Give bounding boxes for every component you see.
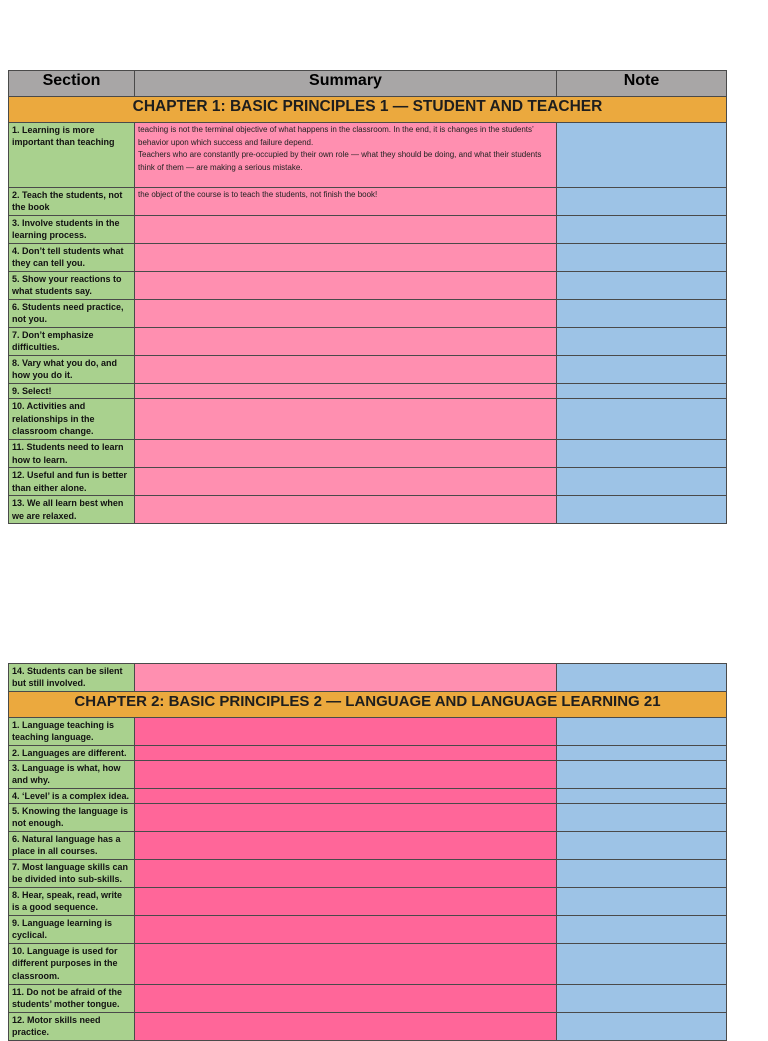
chapter-title-row bbox=[9, 97, 727, 123]
section-cell: 12. Motor skills need practice. bbox=[9, 1013, 135, 1041]
table-row bbox=[9, 944, 727, 985]
table-row bbox=[9, 328, 727, 356]
section-cell: 9. Select! bbox=[9, 384, 135, 399]
note-cell[interactable] bbox=[557, 244, 727, 272]
note-cell[interactable] bbox=[557, 860, 727, 888]
table-row bbox=[9, 717, 727, 745]
note-cell[interactable] bbox=[557, 745, 727, 760]
section-cell: 3. Involve students in the learning process. bbox=[9, 216, 135, 244]
note-cell[interactable] bbox=[557, 916, 727, 944]
summary-cell[interactable] bbox=[135, 272, 557, 300]
table-row bbox=[9, 356, 727, 384]
table-row bbox=[9, 123, 727, 188]
table-row bbox=[9, 384, 727, 399]
table-row bbox=[9, 745, 727, 760]
section-cell: 2. Languages are different. bbox=[9, 745, 135, 760]
note-cell[interactable] bbox=[557, 328, 727, 356]
summary-cell[interactable] bbox=[135, 760, 557, 788]
note-cell[interactable] bbox=[557, 123, 727, 188]
header-row bbox=[9, 71, 727, 97]
section-column-header: Section bbox=[9, 71, 135, 97]
note-cell[interactable] bbox=[557, 664, 727, 692]
chapter2-table bbox=[8, 663, 727, 1041]
summary-cell[interactable] bbox=[135, 328, 557, 356]
note-cell[interactable] bbox=[557, 399, 727, 440]
summary-cell[interactable] bbox=[135, 356, 557, 384]
section-cell: 14. Students can be silent but still involved. bbox=[9, 664, 135, 692]
summary-cell[interactable] bbox=[135, 860, 557, 888]
table-row bbox=[9, 244, 727, 272]
table-row bbox=[9, 468, 727, 496]
note-cell[interactable] bbox=[557, 496, 727, 524]
note-cell[interactable] bbox=[557, 888, 727, 916]
section-cell: 8. Hear, speak, read, write is a good sequence. bbox=[9, 888, 135, 916]
table-row bbox=[9, 832, 727, 860]
summary-cell[interactable] bbox=[135, 440, 557, 468]
note-cell[interactable] bbox=[557, 717, 727, 745]
section-cell: 2. Teach the students, not the book bbox=[9, 188, 135, 216]
table-row bbox=[9, 188, 727, 216]
note-cell[interactable] bbox=[557, 440, 727, 468]
table-row bbox=[9, 399, 727, 440]
note-cell[interactable] bbox=[557, 832, 727, 860]
table-row bbox=[9, 1013, 727, 1041]
section-cell: 9. Language learning is cyclical. bbox=[9, 916, 135, 944]
note-cell[interactable] bbox=[557, 356, 727, 384]
summary-cell[interactable] bbox=[135, 888, 557, 916]
table-row bbox=[9, 888, 727, 916]
note-cell[interactable] bbox=[557, 985, 727, 1013]
note-cell[interactable] bbox=[557, 216, 727, 244]
note-cell[interactable] bbox=[557, 188, 727, 216]
summary-cell[interactable]: the object of the course is to teach the students, not finish the book! bbox=[135, 188, 557, 216]
note-cell[interactable] bbox=[557, 272, 727, 300]
section-cell: 12. Useful and fun is better than either alone. bbox=[9, 468, 135, 496]
table-row bbox=[9, 804, 727, 832]
table-row bbox=[9, 860, 727, 888]
note-cell[interactable] bbox=[557, 788, 727, 803]
section-cell: 6. Students need practice, not you. bbox=[9, 300, 135, 328]
note-cell[interactable] bbox=[557, 804, 727, 832]
summary-cell[interactable] bbox=[135, 832, 557, 860]
section-cell: 11. Do not be afraid of the students’ mother tongue. bbox=[9, 985, 135, 1013]
note-column-header: Note bbox=[557, 71, 727, 97]
note-cell[interactable] bbox=[557, 300, 727, 328]
summary-cell[interactable] bbox=[135, 468, 557, 496]
summary-cell[interactable] bbox=[135, 1013, 557, 1041]
summary-cell[interactable] bbox=[135, 985, 557, 1013]
summary-cell[interactable] bbox=[135, 384, 557, 399]
table-row bbox=[9, 216, 727, 244]
section-cell: 3. Language is what, how and why. bbox=[9, 760, 135, 788]
section-cell: 11. Students need to learn how to learn. bbox=[9, 440, 135, 468]
table-row bbox=[9, 496, 727, 524]
section-cell: 1. Language teaching is teaching language. bbox=[9, 717, 135, 745]
table-row bbox=[9, 664, 727, 692]
chapter1-table bbox=[8, 70, 727, 524]
section-cell: 13. We all learn best when we are relaxed. bbox=[9, 496, 135, 524]
note-cell[interactable] bbox=[557, 468, 727, 496]
note-cell[interactable] bbox=[557, 384, 727, 399]
section-cell: 7. Don’t emphasize difficulties. bbox=[9, 328, 135, 356]
summary-cell[interactable] bbox=[135, 496, 557, 524]
section-cell: 4. Don’t tell students what they can tell you. bbox=[9, 244, 135, 272]
section-cell: 4. ‘Level’ is a complex idea. bbox=[9, 788, 135, 803]
table-row bbox=[9, 788, 727, 803]
section-cell: 1. Learning is more important than teaching bbox=[9, 123, 135, 188]
note-cell[interactable] bbox=[557, 760, 727, 788]
summary-cell[interactable] bbox=[135, 216, 557, 244]
summary-cell[interactable] bbox=[135, 399, 557, 440]
section-cell: 5. Show your reactions to what students say. bbox=[9, 272, 135, 300]
note-cell[interactable] bbox=[557, 944, 727, 985]
section-cell: 8. Vary what you do, and how you do it. bbox=[9, 356, 135, 384]
section-cell: 7. Most language skills can be divided into sub-skills. bbox=[9, 860, 135, 888]
summary-cell[interactable] bbox=[135, 717, 557, 745]
chapter2-title: CHAPTER 2: BASIC PRINCIPLES 2 — LANGUAGE AND LANGUAGE LEARNING 21 bbox=[9, 691, 727, 717]
section-cell: 5. Knowing the language is not enough. bbox=[9, 804, 135, 832]
summary-cell[interactable] bbox=[135, 916, 557, 944]
summary-cell[interactable] bbox=[135, 745, 557, 760]
summary-cell[interactable] bbox=[135, 788, 557, 803]
summary-cell[interactable] bbox=[135, 244, 557, 272]
summary-cell[interactable] bbox=[135, 944, 557, 985]
table-row bbox=[9, 916, 727, 944]
summary-cell[interactable] bbox=[135, 804, 557, 832]
summary-cell[interactable] bbox=[135, 300, 557, 328]
section-cell: 10. Activities and relationships in the classroom change. bbox=[9, 399, 135, 440]
chapter1-title: CHAPTER 1: BASIC PRINCIPLES 1 — STUDENT AND TEACHER bbox=[9, 97, 727, 123]
table-row bbox=[9, 300, 727, 328]
note-cell[interactable] bbox=[557, 1013, 727, 1041]
chapter-title-row bbox=[9, 691, 727, 717]
table-row bbox=[9, 440, 727, 468]
table-row bbox=[9, 760, 727, 788]
summary-cell[interactable]: teaching is not the terminal objective of what happens in the classroom. In the end, it is changes in the students’ behavior upon which success and failure depend. Teachers who are constantly pre-occupied by their own role — what they should be doing, and what their students think of them — are making a serious mistake. bbox=[135, 123, 557, 188]
table-row bbox=[9, 272, 727, 300]
table-row bbox=[9, 985, 727, 1013]
section-cell: 10. Language is used for different purposes in the classroom. bbox=[9, 944, 135, 985]
summary-column-header: Summary bbox=[135, 71, 557, 97]
section-cell: 6. Natural language has a place in all courses. bbox=[9, 832, 135, 860]
summary-cell[interactable] bbox=[135, 664, 557, 692]
